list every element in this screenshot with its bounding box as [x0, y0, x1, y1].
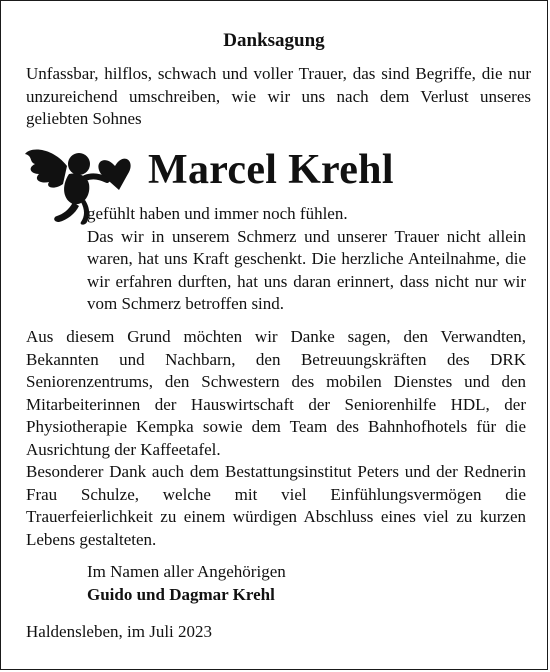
thanks-first-line: gefühlt haben und immer noch fühlen.: [87, 204, 348, 223]
place-date: Haldensleben, im Juli 2023: [26, 622, 213, 641]
intro-text: Unfassbar, hilflos, schwach und voller Trauer, das sind Begriffe, die nur unzureichend umschreiben, wie wir uns nach dem Verlust unseres geliebten Sohnes: [26, 64, 531, 128]
signature-names: Guido und Dagmar Krehl: [87, 584, 275, 604]
special-thanks-paragraph: Besonderer Dank auch dem Bestattungsinstitut Peters und der Rednerin Frau Schulze, welche mit viel Einfühlungsvermögen die Trauerfeierlichkeit zu einem würdigen Abschluss eines viel zu kurzen Lebens gestalteten.: [26, 462, 526, 549]
deceased-name: Marcel Krehl: [148, 147, 394, 193]
thanks-paragraph: Das wir in unserem Schmerz und unserer Trauer nicht allein waren, hat uns Kraft geschenkt. Die herzliche Anteilnahme, die wir erfahren durften, hat uns daran erinnert, dass nicht nur wir vom Schmerz betroffen sind.: [87, 226, 526, 313]
signature-block: [87, 561, 286, 606]
signature-line: Im Namen aller Angehörigen: [87, 562, 286, 581]
acknowledgements-paragraph: Aus diesem Grund möchten wir Danke sagen, den Verwandten, Bekannten und Nachbarn, den Betreuungskräften des DRK Seniorenzentrums, den Schwestern des mobilen Dienstes und den Mitarbeiterinnen der Hauswirtschaft der Seniorenhilfe HDL, der Physiotherapie Kempka sowie dem Team des Bahnhofhotels für die Ausrichtung der Kaffeetafel.: [26, 327, 526, 459]
page-title: Danksagung: [223, 30, 325, 51]
thanks-block: [87, 203, 526, 316]
acknowledgements-block: [26, 326, 526, 551]
